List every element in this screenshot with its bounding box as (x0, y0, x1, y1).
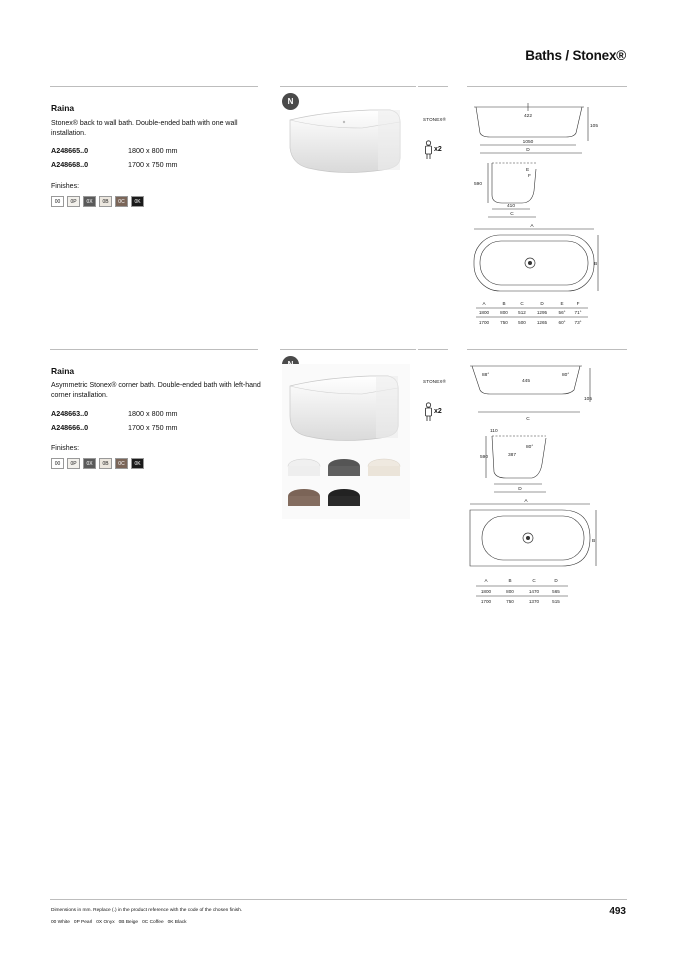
product-reference: A248668..0 (51, 160, 89, 169)
finish-swatch: 0X (83, 196, 96, 207)
footer-note: Dimensions in mm. Replace (.) in the product reference with the code of the chosen finish. (51, 908, 243, 913)
finish-swatch: 0C (115, 458, 128, 469)
capacity-label: x2 (434, 408, 442, 415)
dimension-label: 88° (482, 373, 490, 378)
page-title: Baths / Stonex® (525, 48, 626, 63)
brand-label: STONEX® (423, 117, 447, 122)
footer-divider (50, 899, 627, 900)
dimension-label: C (526, 417, 530, 422)
page-number: 493 (609, 906, 626, 917)
dimension-label: A (524, 499, 528, 504)
dimension-label: 387 (508, 453, 517, 458)
table-header: D (540, 301, 544, 306)
dimension-label: 105 (584, 397, 593, 402)
table-cell: 60° (558, 320, 566, 325)
dimension-label: E (526, 168, 530, 173)
table-header: C (532, 578, 536, 583)
finish-swatches (51, 196, 144, 207)
table-cell: 1800 (478, 310, 490, 315)
table-cell: 512 (518, 310, 526, 315)
capacity-label: x2 (434, 146, 442, 153)
brand-label: STONEX® (423, 379, 447, 384)
dimension-label: A (530, 224, 534, 229)
finish-swatch: 0C (115, 196, 128, 207)
table-header: B (502, 301, 506, 306)
dimension-label: 80° (562, 373, 570, 378)
dimension-label: 80° (526, 445, 534, 450)
table-header: C (520, 301, 524, 306)
bath-photo (282, 364, 410, 519)
table-cell: 750 (500, 320, 508, 325)
section-divider (467, 349, 627, 350)
finish-legend: 00 White 0P Pearl 0X Onyx 0B Beige 0C Coffee 0K Black (51, 920, 187, 925)
section-divider (280, 349, 416, 350)
table-cell: 1470 (528, 589, 540, 594)
section-divider (467, 86, 627, 87)
dimension-label: D (518, 487, 522, 492)
table-header: B (508, 578, 512, 583)
table-cell: 1700 (478, 320, 490, 325)
person-icon (423, 140, 434, 160)
table-cell: 1370 (528, 599, 540, 604)
new-badge: N (282, 93, 299, 110)
table-cell: 1265 (536, 320, 548, 325)
dimension-label: B (594, 262, 598, 267)
table-cell: 800 (506, 589, 514, 594)
product-size: 1700 x 750 mm (128, 423, 178, 432)
dimension-label: 110 (490, 429, 498, 434)
finishes-label: Finishes: (51, 183, 80, 190)
dimension-label: 590 (480, 455, 489, 460)
section-divider (50, 86, 258, 87)
product-size: 1800 x 800 mm (128, 409, 178, 418)
finish-swatch: 0K (131, 458, 144, 469)
section-divider (50, 349, 258, 350)
table-header: D (554, 578, 558, 583)
table-header: A (482, 301, 486, 306)
table-cell: 800 (500, 310, 508, 315)
table-cell: 1295 (536, 310, 548, 315)
finish-swatch: 0B (99, 196, 112, 207)
dimension-label: B (592, 539, 596, 544)
product-size: 1700 x 750 mm (128, 160, 178, 169)
dimension-label: 105 (590, 124, 599, 129)
table-cell: 515 (552, 599, 560, 604)
section-divider (280, 86, 416, 87)
finish-swatch: 0X (83, 458, 96, 469)
dimension-label: C (510, 212, 514, 217)
product-description: Asymmetric Stonex® corner bath. Double-ended bath with left-hand corner installation. (51, 382, 261, 399)
finish-swatch: 0K (131, 196, 144, 207)
person-icon (423, 402, 434, 422)
finish-swatch: 0B (99, 458, 112, 469)
dimension-label: 410 (506, 204, 516, 209)
product-size: 1800 x 800 mm (128, 146, 178, 155)
dimension-label: 590 (474, 182, 483, 187)
dimension-label: 422 (523, 114, 533, 119)
technical-drawing (470, 95, 600, 330)
table-cell: 71° (574, 310, 582, 315)
bath-photo (282, 98, 410, 178)
finish-swatch: 00 (51, 196, 64, 207)
dimension-label: 445 (521, 379, 531, 384)
finish-swatches (51, 458, 144, 469)
table-cell: 565 (552, 589, 560, 594)
dimension-label: D (526, 148, 530, 153)
finishes-label: Finishes: (51, 445, 80, 452)
table-header: A (484, 578, 488, 583)
product-reference: A248665..0 (51, 146, 89, 155)
dimension-label: F (528, 174, 531, 179)
product-title: Raina (51, 366, 75, 376)
product-reference: A248663..0 (51, 409, 89, 418)
finish-swatch: 0P (67, 196, 80, 207)
table-cell: 73° (574, 320, 582, 325)
table-cell: 1700 (480, 599, 492, 604)
product-title: Raina (51, 103, 75, 113)
section-divider (418, 86, 448, 87)
finish-swatch: 0P (67, 458, 80, 469)
table-header: F (576, 301, 580, 306)
table-cell: 56° (558, 310, 566, 315)
table-header: E (560, 301, 564, 306)
dimension-label: 1050 (522, 140, 534, 145)
table-cell: 500 (518, 320, 526, 325)
table-cell: 1800 (480, 589, 492, 594)
finish-swatch: 00 (51, 458, 64, 469)
table-cell: 750 (506, 599, 514, 604)
technical-drawing (466, 360, 606, 608)
product-reference: A248666..0 (51, 423, 89, 432)
section-divider (418, 349, 448, 350)
product-description: Stonex® back to wall bath. Double-ended bath with one wall installation. (51, 120, 238, 137)
